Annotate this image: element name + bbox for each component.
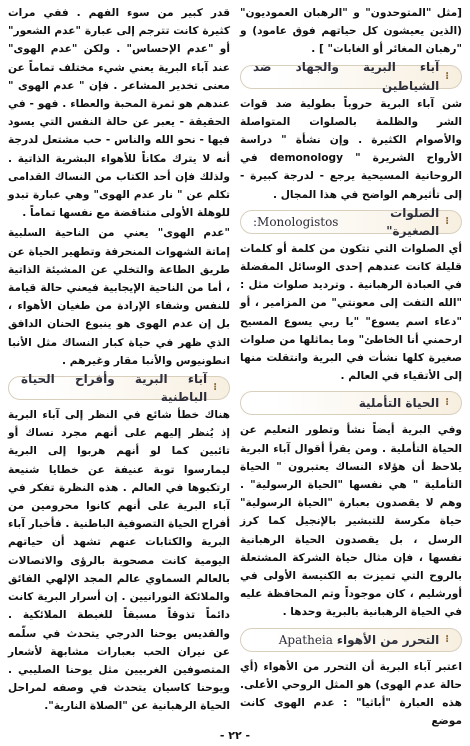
section-heading-text: آباء البرية وأفراح الحياة الباطنية	[21, 371, 208, 405]
paragraph	[240, 240, 462, 386]
section-heading	[240, 628, 462, 652]
ornament-icon: ⁝	[213, 381, 217, 393]
section-heading-text: الصلوات الصغيرة"	[386, 205, 440, 238]
paragraph: "عدم الهوى" يعني من الناحية السلبية إماتة الشهوات المنحرفة وتطهير الحياة عن طريق الطاعة والتخلي عن المشيئة الذاتية ، أما من الناحية الإيجابية فيعني حالة قيامة للنفس وشفاء الإرادة من طغيان الأهواء ، بل إن عدم الهوى هو ينبوع الحنان الدافق الذي ظهر في حياة كبار النساك مثل الأنبا انطونيوس والأنبا مقار وغيرهم .	[8, 227, 230, 367]
paragraph: شن آباء البرية حروباً بطولية ضد قوات الشر والظلمة بالصلوات المتواصلة والأصوام الكثيرة . وإن نشأة " دراسة الأرواح الشريرة " demonology في الروحانية المسيحية يرجع - لدرجة كبيرة - إلى تأثيرهم الواضح في هذا المجال .	[240, 97, 462, 201]
ornament-icon: ⁝	[445, 397, 449, 409]
section-heading-latin: Apatheia	[278, 632, 333, 647]
ornament-icon: ⁝	[445, 70, 449, 82]
page-number: - ٢٢ -	[219, 729, 251, 742]
left-column	[8, 4, 230, 718]
right-column	[240, 4, 462, 733]
paragraph: وفي البرية أيضاً نشأ وتطور التعليم عن الحياة التأملية . ومن يقرأ أقوال آباء البرية يلاحظ أن هؤلاء النساك يعتبرون " الحياة التأملية " هي نفسها "الحياة الرسولية" . وهم لا يقصدون بعبارة "الحياة الرسولية" حياة مكرسة للتبشير بالإنجيل كما كرز الرسل ، بل يقصدون الحياة الرهبانية نفسها ، فإن مثال حياة الشركة المشتعلة بالروح التي تميزت به الكنيسة الأولى في أورشليم ، كان موجوداً وتم المحافظة عليه في الحياة الرهبانية بالبرية وحدها .	[240, 424, 462, 619]
section-heading	[240, 60, 462, 93]
section-heading	[240, 391, 462, 415]
paragraph: هناك خطأ شائع في النظر إلى آباء البرية إذ يُنظر إليهم على أنهم مجرد نساك أو تائبين كما لو أنهم هربوا إلى البرية ليمارسوا توبة عنيفة عن خطايا شنيعة ارتكبوها في العالم . هذه النظرة تفكر في آباء البرية على أنهم كانوا محرومين من أفراح الحياة التصوفية الباطنية . فأخبار آباء البرية والكتابات عنهم تشهد أن حياتهم اليومية كانت مصحوبة بالرؤى والاتصالات بالعالم السماوي عالم المجد الإلهي الفائق والملائكة النورانيين . إن أسرار البرية كانت دائماً تذوقاً مسبقاً للغبطة الملائكية . والقديس يوحنا الدرجي يتحدث في سلّمه عن نيران الحب بعبارات مشابهة لأشعار المتصوفين الغربيين مثل يوحنا الصليبي . ويوحنا كاسيان يتحدث في وصفه لمراحل الحياة الرهبانية عن "الصلاة النارية".	[8, 409, 230, 713]
section-heading	[8, 371, 230, 405]
section-heading-text: آباء البرية والجهاد ضد الشياطين	[253, 60, 440, 93]
paragraph-text: وما يماثلها من صلوات صغيرة كلها نشأت في البرية وانتقلت منها إلى الأتقياء في العالم .	[240, 333, 462, 383]
section-heading-latin: Monologistos:	[253, 214, 339, 229]
section-heading-text: الحياة التأملية	[358, 396, 440, 411]
ornament-icon: ⁝	[445, 633, 449, 645]
section-heading	[240, 205, 462, 238]
paragraph: قدر كبير من سوء الفهم . ففي مرات كثيرة كانت تترجم إلى عبارة "عدم الشعور" أو "عدم الإحساس" . ولكن "عدم الهوى" عند آباء البرية يعني شيء مختلف تماماً عن معنى تخدير المشاعر . فإن " عدم الهوى " عندهم هو ثمرة المحبة والعطاء . فهو - في الحقيقة - يعبر عن حالة النفس التي يسود فيها - نحو الله والناس - حب مشتعل لدرجة أنه لا يترك مكاناً للأهواء البشرية الذاتية . ولذلك فإن أحد الكتاب من النساك القدامى تكلم عن " نار عدم الهوى" وهي عبارة تبدو للوهلة الأولى متناقضة مع نفسها تماماً .	[8, 7, 230, 220]
ornament-icon: ⁝	[445, 215, 449, 227]
paragraph: اعتبر آباء البرية أن التحرر من الأهواء (أي حالة عدم الهوى) هو المثل الروحي الأعلى. هذه العبارة "أباثيا" : عدم الهوى كانت موضع	[240, 660, 462, 728]
paragraph: [مثل "المتوحدون" و "الرهبان العموديون" (الذين يعيشون كل حياتهم فوق عامود) و "رهبان المغائر أو الغابات" ] .	[240, 7, 462, 56]
prayer-quote: "الله التفت إلى معونتي" من المزامير ، أو "دعاء اسم يسوع" "يا ربي يسوع المسيح ارحمني أنا الخاطئ"	[240, 297, 462, 346]
paragraph-text: أي الصلوات التي تتكون من كلمة أو كلمات قليلة كانت عندهم إحدى الوسائل المفضلة في العبادة الرهبانية . وترديد صلوات مثل :	[240, 242, 462, 292]
section-heading-text: التحرر من الأهواء	[336, 632, 440, 647]
